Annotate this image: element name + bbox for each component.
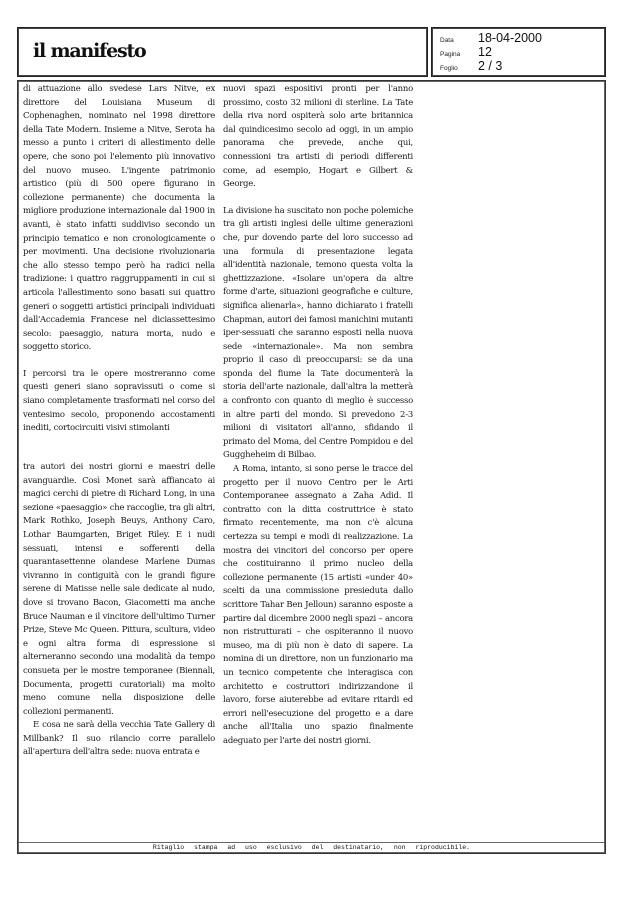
paragraph: di attuazione allo svedese Lars Nitve, ex direttore del Louisiana Museum di Cophenaghen, nominato nel 1998 direttore della Tate Modern. Insieme a Nitve, Serota ha messo a punto i criteri di allestimento delle opere, che sono poi l'elemento più innovativo del nuovo museo. L'ingente patrimonio artistico (più di 500 opere figurano in collezione permanente) che documenta la migliore produzione internazionale dal 1900 in avanti, è stato infatti suddiviso secondo un principio tematico e non cronologicamente o per movimenti. Una decisione rivoluzionaria che allo stesso tempo però ha radici nella tradizione: i quattro raggruppamenti in cui si articola l'allestimento sono basati sui quattro generi o soggetti artistici principali individuati dall'Accademia Francese nel diciassettesimo secolo: paesaggio, natura morta, nudo e soggetto storico. [23, 84, 215, 353]
meta-date-value: 18-04-2000 [478, 31, 542, 45]
meta-page-value: 12 [478, 45, 492, 59]
paragraph: tra autori dei nostri giorni e maestri delle avanguardie. Così Monet sarà affiancato ai magici cerchi di pietre di Richard Long, in una sezione «paesaggio» che raccoglie, tra gli altri, Mark Rothko, Joseph Beuys, Anthony Caro, Lothar Baumgarten, Briget Riley. E i nudi sessuati, intensi e sofferenti della quarantasettenne olandese Marlene Dumas vivranno in contiguità con le grandi figure serene di Matisse nelle sale dedicate al nudo, dove si trovano Bacon, Giacometti ma anche Bruce Nauman e il vincitore dell'ultimo Turner Prize, Steve Mc Queen. Pittura, scultura, video e ogni altra forma di espressione si alterneranno secondo una modalità da tempo consueta per le mostre temporanee (Biennali, Documenta, progetti curatoriali) ma molto meno comune nella disposizione delle collezioni permanenti. [23, 462, 216, 717]
paragraph: A Roma, intanto, si sono perse le tracce del progetto per il nuovo Centro per le Arti Contemporanee assegnato a Zaha Adid. Il contratto con la ditta costruttrice è stato firmato recentemente, ma non c'è alcuna certezza su tempi e modi di realizzazione. La mostra dei vincitori del concorso per opere che costituiranno il primo nucleo della collezione permanente (15 artisti «under 40» scelti da una commissione presieduta dallo scrittore Tahar Ben Jelloun) saranno esposte a partire dal dicembre 2000 negli spazi – ancora non ristrutturati – che ospiteranno il nuovo museo, ma di più non è dato di sapere. La nomina di un direttore, non un funzionario ma un tecnico competente che interagisca con architetto e costruttori indirizzandone il lavoro, forse aiuterebbe ad evitare ritardi ed errori nell'esecuzione del progetto e a dare anche all'Italia uno spazio finalmente adeguato per l'arte dei nostri giorni. [223, 464, 413, 746]
paragraph: nuovi spazi espositivi pronti per l'anno prossimo, costo 32 milioni di sterline. La Tate della riva nord ospiterà solo arte britannica dal quindicesimo secolo ad oggi, in un ampio panorama che prevede, anche qui, connessioni tra artisti di periodi differenti come, ad esempio, Hogart e Gilbert & George. [223, 84, 413, 190]
meta-sheet-value: 2 / 3 [478, 59, 503, 73]
meta-date-label: Data [440, 37, 454, 44]
column-2 [223, 83, 413, 749]
article-box [17, 80, 606, 854]
column-1-top [23, 83, 215, 436]
paragraph: I percorsi tra le opere mostreranno come questi generi siano sopravissuti o come si siano completamente trasformati nel corso del ventesimo secolo, proponendo accostamenti inediti, cortocircuiti visivi stimolanti [23, 368, 215, 434]
newspaper-masthead: il manifesto [33, 40, 146, 62]
paragraph: E cosa ne sarà della vecchia Tate Gallery di Millbank? Il suo rilancio corre parallelo all'apertura dell'altra sede: nuova entrata e [23, 720, 215, 758]
meta-date [440, 31, 542, 45]
meta-page-label: Pagina [440, 51, 461, 58]
column-1-bottom [23, 461, 215, 760]
paragraph: La divisione ha suscitato non poche polemiche tra gli artisti inglesi delle ultime generazioni che, pur dovendo parte del loro successo ad una formula di presentazione legata all'identità nazionale, temono questa volta la ghettizzazione. «Isolare un'opera da altre forme d'arte, situazioni geografiche e culture, significa alienarla», hanno dichiarato i fratelli Chapman, autori dei famosi manichini mutanti iper-sessuati che saranno esposti nella nuova sede «internazionale». Ma non sembra proprio il caso di preoccuparsi: se da una sponda del fiume la Tate documenterà la storia dell'arte nazionale, dall'altra la metterà a confronto con quanto di meglio è successo in altre parti del mondo. Si prevedono 2-3 milioni di visitatori all'anno, sfidando il primato del Moma, del Centre Pompidou e del Guggheheim di Bilbao. [223, 205, 413, 461]
meta-sheet [440, 59, 502, 73]
masthead-box [17, 27, 428, 77]
copyright-notice: Ritaglio stampa ad uso esclusivo del destinatario, non riproducibile. [18, 842, 605, 853]
clipping-meta-box [431, 27, 606, 77]
meta-sheet-label: Foglio [440, 65, 458, 72]
meta-page [440, 45, 492, 59]
